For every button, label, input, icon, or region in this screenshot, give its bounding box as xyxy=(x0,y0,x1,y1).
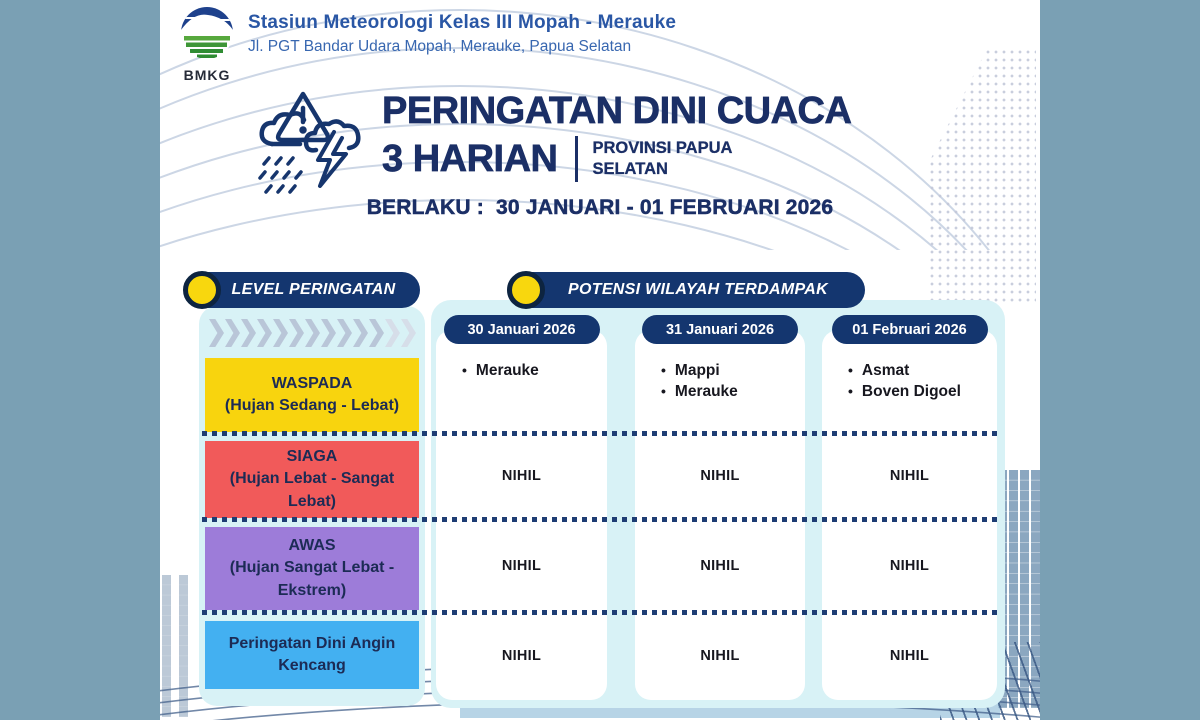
bmkg-logo-label: BMKG xyxy=(183,67,231,83)
warning-level-name: SIAGA xyxy=(286,447,338,465)
date-pill-day3: 01 Februari 2026 xyxy=(832,315,988,344)
table-column-day3 xyxy=(822,315,997,700)
nihil-value: NIHIL xyxy=(889,648,930,664)
nihil-value: NIHIL xyxy=(501,557,542,574)
bmkg-logo xyxy=(174,6,240,83)
main-title-row2 xyxy=(382,136,732,182)
bullet-icon: • xyxy=(661,383,666,399)
warning-level-box xyxy=(205,621,419,689)
chevron-icon xyxy=(273,319,288,347)
table-column-cells-day1 xyxy=(436,330,607,700)
chevron-icon xyxy=(337,319,352,347)
table-cell xyxy=(436,519,607,612)
chevron-icon xyxy=(257,319,272,347)
nihil-value: NIHIL xyxy=(501,468,542,484)
table-column-cells-day3 xyxy=(822,330,997,700)
poster-card xyxy=(160,0,1040,720)
chevron-icon xyxy=(369,319,384,347)
station-address: Jl. PGT Bandar Udara Mopah, Merauke, Papua Selatan xyxy=(248,38,632,55)
chevron-icon xyxy=(305,319,320,347)
weather-warning-icon xyxy=(256,86,374,208)
level-peringatan-label: LEVEL PERINGATAN xyxy=(231,281,396,298)
chevron-icon xyxy=(225,319,240,347)
table-column-day1 xyxy=(436,315,607,700)
area-name: Asmat xyxy=(861,362,910,379)
impacted-area-table xyxy=(431,300,1005,708)
table-cell xyxy=(635,330,805,433)
date-pill-day2: 31 Januari 2026 xyxy=(642,315,798,344)
date-pill-day1: 30 Januari 2026 xyxy=(444,315,600,344)
area-list-item xyxy=(848,362,961,380)
nihil-value: NIHIL xyxy=(501,648,542,664)
main-title-line2: 3 HARIAN xyxy=(382,137,558,180)
area-list-item xyxy=(462,362,539,380)
area-list-item xyxy=(661,383,738,401)
warning-level-panel xyxy=(199,306,425,706)
dotted-separator xyxy=(202,431,1002,436)
dotted-separator xyxy=(202,517,1002,522)
area-name: Boven Digoel xyxy=(861,383,961,400)
validity-period: BERLAKU : 30 JANUARI - 01 FEBRUARI 2026 xyxy=(366,196,834,219)
chevron-icon xyxy=(321,319,336,347)
warning-level-box xyxy=(205,441,419,518)
table-cell xyxy=(635,612,805,700)
table-cell xyxy=(436,433,607,519)
warning-level-detail: (Hujan Lebat - Sangat Lebat) xyxy=(229,470,395,510)
potensi-wilayah-pill xyxy=(509,272,865,308)
warning-level-name: Peringatan Dini Angin Kencang xyxy=(228,634,396,674)
area-list-item xyxy=(848,383,961,401)
bullet-icon: • xyxy=(848,362,853,378)
yellow-dot-icon xyxy=(507,271,545,309)
nihil-value: NIHIL xyxy=(700,557,740,574)
bmkg-logo-icon xyxy=(178,6,236,62)
nihil-value: NIHIL xyxy=(700,648,740,664)
warning-level-name: AWAS xyxy=(288,536,336,554)
warning-level-detail: (Hujan Sedang - Lebat) xyxy=(224,397,400,414)
chevron-icon xyxy=(353,319,368,347)
potensi-wilayah-label: POTENSI WILAYAH TERDAMPAK xyxy=(568,281,828,298)
title-divider xyxy=(575,136,578,182)
table-cell xyxy=(822,433,997,519)
table-cell xyxy=(822,330,997,433)
province-label: PROVINSI PAPUA SELATAN xyxy=(592,138,733,178)
table-cell xyxy=(635,433,805,519)
bullet-icon: • xyxy=(848,383,853,399)
nihil-value: NIHIL xyxy=(889,468,930,484)
area-list-item xyxy=(661,362,738,380)
mosaic-decoration xyxy=(162,575,188,717)
table-cell xyxy=(635,519,805,612)
table-cell xyxy=(436,330,607,433)
main-title-line1: PERINGATAN DINI CUACA xyxy=(382,90,852,132)
warning-level-detail: (Hujan Sangat Lebat - Ekstrem) xyxy=(229,559,395,599)
chevron-icon xyxy=(209,319,224,347)
warning-level-name: WASPADA xyxy=(271,374,353,392)
bullet-icon: • xyxy=(462,362,467,378)
nihil-value: NIHIL xyxy=(889,557,930,574)
yellow-dot-icon xyxy=(183,271,221,309)
table-cell xyxy=(436,612,607,700)
warning-level-box xyxy=(205,527,419,610)
table-cell xyxy=(822,519,997,612)
area-name: Mappi xyxy=(674,362,720,379)
dot-grid-decoration xyxy=(928,48,1036,306)
warning-level-box xyxy=(205,358,419,432)
nihil-value: NIHIL xyxy=(700,468,740,484)
chevron-icon xyxy=(289,319,304,347)
bullet-icon: • xyxy=(661,362,666,378)
chevron-icon xyxy=(385,319,400,347)
level-peringatan-pill xyxy=(185,272,420,308)
table-column-cells-day2 xyxy=(635,330,805,700)
chevron-decoration xyxy=(209,319,419,347)
area-name: Merauke xyxy=(475,362,539,379)
chevron-icon xyxy=(401,319,416,347)
chevron-icon xyxy=(241,319,256,347)
table-column-day2 xyxy=(635,315,805,700)
area-name: Merauke xyxy=(674,383,738,400)
station-name: Stasiun Meteorologi Kelas III Mopah - Merauke xyxy=(248,12,677,33)
dotted-separator xyxy=(202,610,1002,615)
table-cell xyxy=(822,612,997,700)
